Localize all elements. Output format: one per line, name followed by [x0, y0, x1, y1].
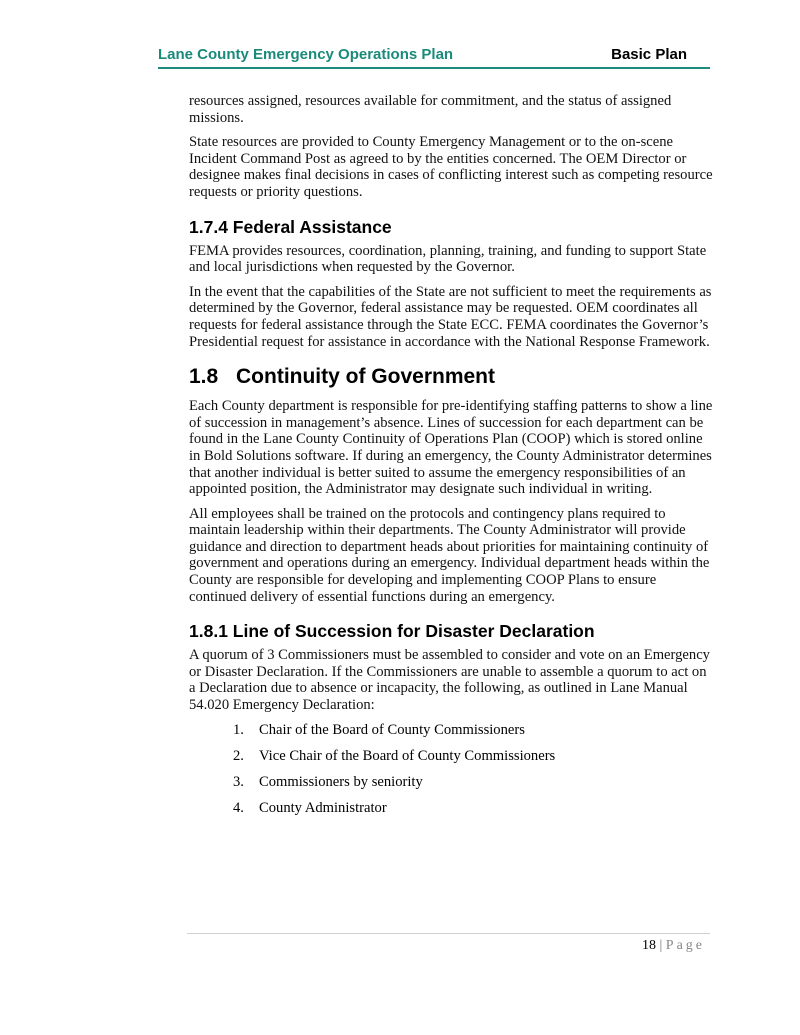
succession-list: [189, 722, 714, 817]
paragraph-intro-2: State resources are provided to County Emergency Management or to the on-scene Incident Command Post as agreed to by the entities concerned. The OEM Director or designee makes final decisions in cases of conflicting interest such as competing resource requests or priority questions.: [189, 134, 713, 200]
list-item: [189, 748, 714, 765]
page-number-footer: [642, 938, 705, 954]
list-item-text: County Administrator: [259, 799, 387, 816]
paragraph-federal-1: FEMA provides resources, coordination, planning, training, and funding to support State and local jurisdictions when requested by the Governor.: [189, 242, 707, 276]
page-number: 18: [641, 938, 656, 953]
list-item-text: Chair of the Board of County Commissioners: [259, 721, 525, 738]
list-item-number: 3.: [233, 773, 244, 790]
list-item-number: 1.: [233, 721, 244, 738]
list-item: [189, 800, 714, 817]
heading-line-of-succession: 1.8.1 Line of Succession for Disaster Declaration: [189, 621, 595, 642]
paragraph-continuity-2: All employees shall be trained on the protocols and contingency plans required to maintain leadership within their departments. The County Administrator will provide guidance and direction to department heads about priorities for maintaining continuity of government and operations during an emergency. Individual department heads within the County are responsible for developing and implementing COOP Plans to ensure continued delivery of essential functions during an emergency.: [189, 505, 710, 605]
list-item: [189, 722, 714, 739]
list-item-text: Commissioners by seniority: [259, 773, 423, 790]
paragraph-federal-2: In the event that the capabilities of the State are not sufficient to meet the requirements as determined by the Governor, federal assistance may be requested. OEM coordinates all requests for federal assistance through the State ECC. FEMA coordinates the Governor’s Presidential request for assistance in accordance with the National Response Framework.: [189, 283, 712, 350]
list-item: [189, 774, 714, 791]
document-body: [189, 93, 714, 826]
paragraph-intro-1: resources assigned, resources available for commitment, and the status of assigned missions.: [189, 93, 672, 126]
paragraph-continuity-1: Each County department is responsible for pre-identifying staffing patterns to show a line of succession in management’s absence. Lines of succession for each department can be found in the Lane County Continuity of Operations Plan (COOP) which is stored online in Bold Solutions software. If during an emergency, the County Administrator determines that another individual is better suited to assume the emergency responsibilities of an appointed position, the Administrator may designate such individual in writing.: [189, 398, 713, 498]
footer-divider: [187, 933, 710, 934]
page-header: [158, 45, 710, 69]
page-separator: |: [659, 938, 663, 953]
list-item-number: 4.: [233, 799, 244, 816]
document-title: Lane County Emergency Operations Plan: [158, 46, 454, 63]
heading-continuity-title: Continuity of Government: [236, 365, 495, 389]
page-label: Page: [665, 938, 705, 953]
section-name: Basic Plan: [611, 46, 687, 63]
heading-federal-assistance: 1.7.4 Federal Assistance: [189, 216, 392, 237]
list-item-number: 2.: [233, 747, 244, 764]
paragraph-succession: A quorum of 3 Commissioners must be assembled to consider and vote on an Emergency or Disaster Declaration. If the Commissioners are unable to assemble a quorum to act on a Declaration due to absence or incapacity, the following, as outlined in Lane Manual 54.020 Emergency Declaration:: [189, 647, 710, 714]
heading-continuity-of-government: [189, 365, 714, 389]
list-item-text: Vice Chair of the Board of County Commissioners: [259, 747, 556, 764]
heading-continuity-number: 1.8: [189, 365, 219, 389]
